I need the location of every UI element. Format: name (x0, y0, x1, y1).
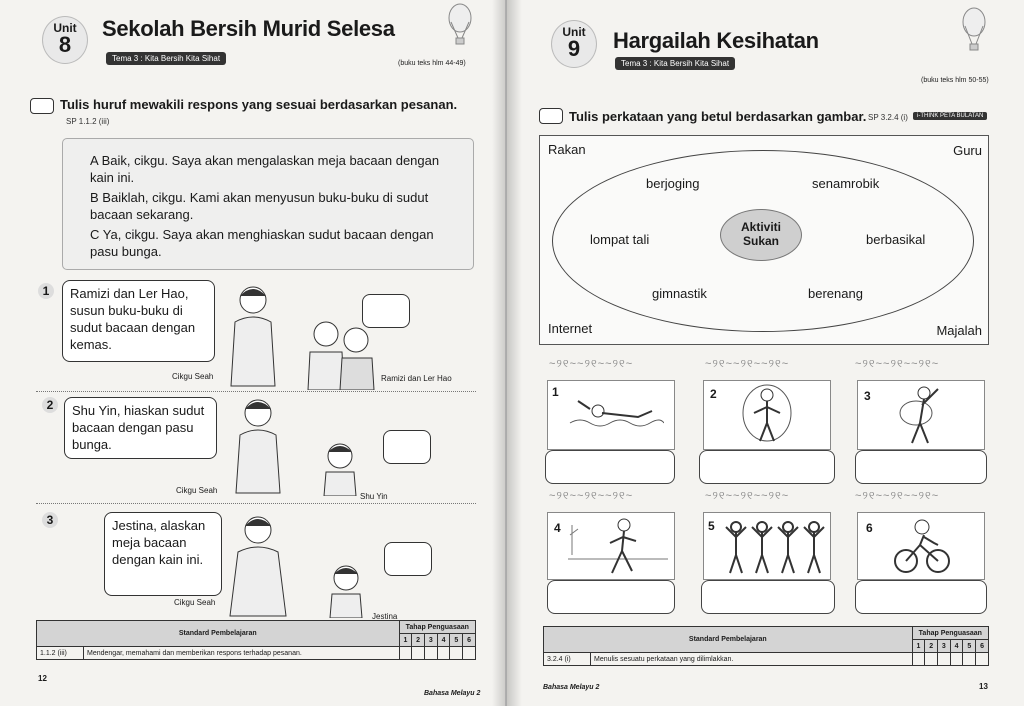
word-item: berbasikal (866, 232, 926, 247)
speech-bubble: Shu Yin, hiaskan sudut bacaan dengan pasu bunga. (64, 397, 217, 459)
sp-code: SP 1.1.2 (iii) (66, 117, 110, 126)
level-checkbox[interactable] (463, 647, 476, 660)
empty-answer-bubble[interactable] (383, 430, 431, 464)
option-a (90, 152, 455, 186)
level-checkbox[interactable] (424, 647, 437, 660)
question-number: 3 (42, 512, 58, 528)
question-number: 2 (42, 397, 58, 413)
eraser-icon (539, 108, 563, 124)
level-cell: 6 (976, 640, 989, 653)
picture-box (547, 380, 675, 450)
decor-swirl: ~୨୧~~୨୧~~୨୧~ (705, 358, 790, 370)
decor-swirl: ~୨୧~~୨୧~~୨୧~ (549, 358, 634, 370)
option-text: Baiklah, cikgu. Kami akan menyusun buku-buku di sudut bacaan sekarang. (90, 190, 429, 222)
student-figure-icon (326, 562, 366, 618)
answer-box[interactable] (855, 580, 987, 614)
answer-box[interactable] (855, 450, 987, 484)
word-item: berjoging (646, 176, 700, 191)
unit-number: 8 (58, 32, 72, 57)
page-number: 12 (38, 674, 47, 683)
picture-number: 4 (554, 521, 561, 535)
tema-badge: Tema 3 : Kita Bersih Kita Sihat (615, 57, 735, 70)
level-cell: 1 (399, 634, 412, 647)
std-desc: Menulis sesuatu perkataan yang dilimlakkan. (591, 653, 913, 666)
page-title: Hargailah Kesihatan (613, 28, 819, 53)
word-item: berenang (808, 286, 863, 301)
standard-table (36, 620, 476, 660)
option-letter: B (90, 190, 99, 205)
picture-number: 1 (552, 385, 559, 399)
jump-rope-icon (740, 383, 794, 447)
level-cell: 5 (963, 640, 976, 653)
empty-answer-bubble[interactable] (362, 294, 410, 328)
word-item: lompat tali (590, 232, 650, 247)
level-checkbox[interactable] (925, 653, 938, 666)
level-cell: 3 (424, 634, 437, 647)
level-checkbox[interactable] (399, 647, 412, 660)
footer: Bahasa Melayu 2 (543, 684, 600, 691)
level-checkbox[interactable] (963, 653, 976, 666)
option-b (90, 189, 455, 223)
center-circle (720, 209, 802, 261)
level-checkbox[interactable] (976, 653, 989, 666)
center-label: Aktiviti Sukan (740, 220, 781, 248)
book-reference: (buku teks hlm 44-49) (398, 60, 466, 67)
std-desc: Mendengar, memahami dan memberikan respons terhadap pesanan. (84, 647, 400, 660)
word-item: gimnastik (652, 286, 707, 301)
level-cell: 3 (938, 640, 951, 653)
std-header: Standard Pembelajaran (37, 621, 400, 647)
std-header: Standard Pembelajaran (544, 627, 913, 653)
instruction: Tulis huruf mewakili respons yang sesuai berdasarkan pesanan. (60, 97, 458, 112)
unit-number: 9 (567, 36, 581, 61)
decor-swirl: ~୨୧~~୨୧~~୨୧~ (855, 358, 940, 370)
tema-badge: Tema 3 : Kita Bersih Kita Sihat (106, 52, 226, 65)
aerobics-group-icon (722, 515, 826, 577)
unit-badge (42, 16, 88, 64)
book-reference: (buku teks hlm 50-55) (921, 77, 989, 84)
divider (36, 391, 476, 392)
picture-number: 6 (866, 521, 873, 535)
std-code: 1.1.2 (iii) (37, 647, 84, 660)
divider (36, 503, 476, 504)
i-think-badge: i-THINK PETA BULATAN (913, 112, 987, 120)
teacher-caption: Cikgu Seah (172, 372, 214, 381)
level-cell: 6 (463, 634, 476, 647)
student-caption: Shu Yin (360, 492, 388, 501)
option-c (90, 226, 455, 260)
answer-box[interactable] (545, 450, 675, 484)
option-letter: C (90, 227, 100, 242)
cyclist-icon (892, 515, 952, 577)
jogger-icon (568, 515, 668, 577)
level-cell: 1 (912, 640, 925, 653)
corner-label: Internet (548, 321, 593, 336)
unit-label: Unit (562, 25, 586, 39)
circle-map (539, 135, 989, 345)
picture-box (857, 380, 985, 450)
picture-box (703, 380, 831, 450)
corner-label: Rakan (548, 142, 586, 157)
picture-box (857, 512, 985, 580)
speech-bubble: Ramizi dan Ler Hao, susun buku-buku di sudut bacaan dengan kemas. (62, 280, 215, 362)
decor-swirl: ~୨୧~~୨୧~~୨୧~ (855, 490, 940, 502)
student-figure-icon (320, 440, 360, 496)
gymnast-icon (894, 383, 948, 447)
decor-swirl: ~୨୧~~୨୧~~୨୧~ (705, 490, 790, 502)
balloon-icon (959, 6, 989, 58)
student-caption: Ramizi dan Ler Hao (381, 374, 452, 383)
level-checkbox[interactable] (412, 647, 425, 660)
decor-swirl: ~୨୧~~୨୧~~୨୧~ (549, 490, 634, 502)
tahap-header: Tahap Penguasaan (912, 627, 988, 640)
unit-label: Unit (53, 21, 77, 35)
option-letter: A (90, 153, 98, 168)
page-number: 13 (979, 682, 988, 691)
question-number: 1 (38, 283, 54, 299)
tahap-header: Tahap Penguasaan (399, 621, 475, 634)
right-page (507, 0, 1024, 706)
level-cell: 5 (450, 634, 463, 647)
sp-code: SP 3.2.4 (i) (868, 113, 908, 122)
teacher-figure-icon (228, 512, 294, 618)
level-checkbox[interactable] (450, 647, 463, 660)
teacher-caption: Cikgu Seah (174, 598, 216, 607)
level-cell: 4 (437, 634, 450, 647)
teacher-figure-icon (225, 282, 285, 388)
swimmer-icon (568, 389, 664, 441)
option-text: Ya, cikgu. Saya akan menghiaskan sudut bacaan dengan pasu bunga. (90, 227, 434, 259)
corner-label: Majalah (936, 323, 982, 338)
level-checkbox[interactable] (912, 653, 925, 666)
picture-number: 3 (864, 389, 871, 403)
answer-box[interactable] (547, 580, 675, 614)
level-checkbox[interactable] (950, 653, 963, 666)
std-code: 3.2.4 (i) (544, 653, 591, 666)
answer-box[interactable] (701, 580, 835, 614)
level-cell: 2 (925, 640, 938, 653)
left-page (0, 0, 505, 706)
option-text: Baik, cikgu. Saya akan mengalaskan meja bacaan dengan kain ini. (90, 153, 440, 185)
eraser-icon (30, 98, 54, 114)
picture-box (547, 512, 675, 580)
balloon-icon (445, 2, 475, 50)
students-figure-icon (300, 318, 380, 390)
speech-bubble: Jestina, alaskan meja bacaan dengan kain ini. (104, 512, 222, 596)
picture-number: 2 (710, 387, 717, 401)
student-caption: Jestina (372, 612, 398, 621)
unit-badge (551, 20, 597, 68)
empty-answer-bubble[interactable] (384, 542, 432, 576)
level-checkbox[interactable] (437, 647, 450, 660)
answer-box[interactable] (699, 450, 835, 484)
level-checkbox[interactable] (938, 653, 951, 666)
standard-table (543, 626, 989, 666)
picture-box (703, 512, 831, 580)
footer: Bahasa Melayu 2 (424, 690, 481, 697)
picture-number: 5 (708, 519, 715, 533)
corner-label: Guru (953, 143, 982, 158)
teacher-figure-icon (230, 395, 290, 495)
word-item: senamrobik (812, 176, 880, 191)
page-title: Sekolah Bersih Murid Selesa (102, 16, 395, 41)
level-cell: 4 (950, 640, 963, 653)
level-cell: 2 (412, 634, 425, 647)
teacher-caption: Cikgu Seah (176, 486, 218, 495)
instruction: Tulis perkataan yang betul berdasarkan gambar. (569, 109, 867, 124)
